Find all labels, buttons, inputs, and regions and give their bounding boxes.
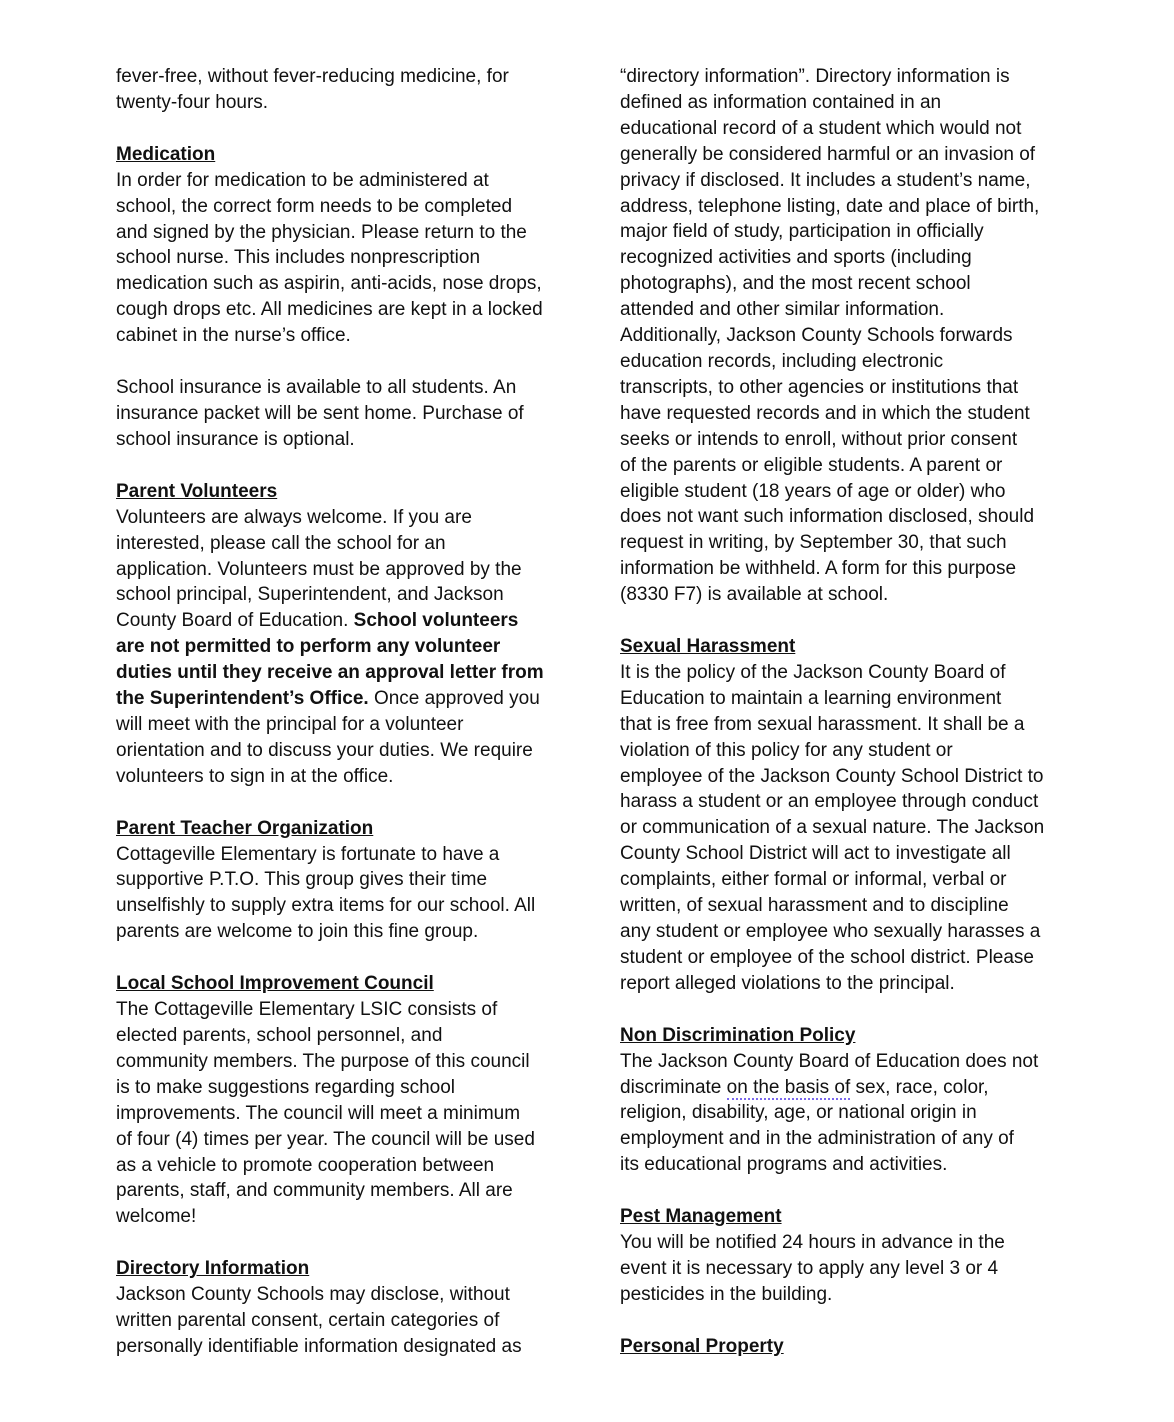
text-line: eligible student (18 years of age or older) who <box>620 480 1006 502</box>
text-line: School insurance is available to all students. An <box>116 377 517 399</box>
bold-text: the Superintendent’s Office. <box>116 688 369 710</box>
text-line: cabinet in the nurse’s office. <box>116 325 351 347</box>
text-line: transcripts, to other agencies or institutions that <box>620 376 1019 398</box>
text-line: Education to maintain a learning environment <box>620 687 1002 709</box>
text-line: pesticides in the building. <box>620 1283 833 1305</box>
text-line: insurance packet will be sent home. Purchase of <box>116 402 524 424</box>
text-line: school insurance is optional. <box>116 428 355 450</box>
text-line: Additionally, Jackson County Schools forwards <box>620 325 1013 347</box>
text-line: application. Volunteers must be approved by the <box>116 558 522 580</box>
personal-property-section <box>620 1334 1060 1360</box>
text-line: The Jackson County Board of Education does not <box>620 1050 1039 1072</box>
lsic-section <box>116 971 556 1230</box>
text-line: parents are welcome to join this fine group. <box>116 921 479 943</box>
text-line: that is free from sexual harassment. It shall be a <box>620 713 1025 735</box>
text-line: community members. The purpose of this council <box>116 1050 530 1072</box>
text-line: privacy if disclosed. It includes a student’s name, <box>620 169 1031 191</box>
parent-volunteers-section <box>116 479 556 790</box>
text-line: harass a student or an employee through conduct <box>620 791 1039 813</box>
bold-text-line: are not permitted to perform any volunteer <box>116 636 501 658</box>
text-line: request in writing, by September 30, that such <box>620 532 1007 554</box>
directory-section <box>116 1256 556 1360</box>
text-line: volunteers to sign in at the office. <box>116 765 394 787</box>
bold-text-line: duties until they receive an approval letter from <box>116 662 544 684</box>
text-line: will meet with the principal for a volunteer <box>116 713 464 735</box>
parent-volunteers-heading: Parent Volunteers <box>116 480 278 502</box>
text-line: have requested records and in which the student <box>620 402 1030 424</box>
text-line: photographs), and the most recent school <box>620 273 971 295</box>
text-line: (8330 F7) is available at school. <box>620 584 889 606</box>
text-line: employment and in the administration of any of <box>620 1128 1014 1150</box>
text-line <box>116 608 556 634</box>
non-discrimination-heading: Non Discrimination Policy <box>620 1024 856 1046</box>
text-line: The Cottageville Elementary LSIC consists of <box>116 999 498 1021</box>
text-line: unselfishly to supply extra items for our school. All <box>116 895 536 917</box>
text-line: You will be notified 24 hours in advance in the <box>620 1232 1005 1254</box>
text-line: any student or employee who sexually harasses a <box>620 921 1041 942</box>
text-line: medication such as aspirin, anti-acids, nose drops, <box>116 273 542 295</box>
plain-text: County Board of Education. <box>116 610 354 632</box>
text-line: does not want such information disclosed, should <box>620 506 1035 528</box>
text-line: twenty-four hours. <box>116 91 269 113</box>
text-line: school, the correct form needs to be completed <box>116 195 513 217</box>
text-line: and signed by the physician. Please return to the <box>116 221 527 243</box>
text-line: orientation and to discuss your duties. We require <box>116 739 533 761</box>
text-line: fever-free, without fever-reducing medicine, for <box>116 66 509 87</box>
text-line: “directory information”. Directory information is <box>620 66 1010 87</box>
lsic-heading: Local School Improvement Council <box>116 973 434 995</box>
text-line: personally identifiable information designated as <box>116 1335 522 1357</box>
text-line: educational record of a student which would not <box>620 117 1022 139</box>
medication-heading: Medication <box>116 143 216 165</box>
pest-management-heading: Pest Management <box>620 1206 782 1228</box>
text-line: Jackson County Schools may disclose, without <box>116 1284 510 1306</box>
text-line: written parental consent, certain categories of <box>116 1310 500 1332</box>
pto-section <box>116 816 556 946</box>
left-column <box>116 64 556 1386</box>
text-line: religion, disability, age, or national origin in <box>620 1102 977 1124</box>
plain-text: discriminate <box>620 1076 727 1098</box>
text-line: of the parents or eligible students. A parent or <box>620 454 1003 476</box>
text-line: It is the policy of the Jackson County Board of <box>620 661 1006 683</box>
intro-continuation <box>116 64 556 116</box>
text-line: as a vehicle to promote cooperation between <box>116 1154 495 1176</box>
right-column <box>620 64 1060 1386</box>
pto-heading: Parent Teacher Organization <box>116 817 374 839</box>
text-line: written, of sexual harassment and to discipline <box>620 895 1009 917</box>
text-line: event it is necessary to apply any level 3 or 4 <box>620 1257 999 1279</box>
text-line: student or employee of the school district. Please <box>620 946 1035 968</box>
text-line: employee of the Jackson County School District to <box>620 765 1044 787</box>
personal-property-heading: Personal Property <box>620 1335 784 1357</box>
text-line: is to make suggestions regarding school <box>116 1076 456 1098</box>
paragraph-gap <box>116 349 556 375</box>
text-line: or communication of a sexual nature. The Jackson <box>620 817 1045 839</box>
text-line: report alleged violations to the principal. <box>620 972 955 994</box>
text-line: school principal, Superintendent, and Jackson <box>116 584 504 606</box>
bold-text: School volunteers <box>353 610 519 632</box>
text-line: welcome! <box>116 1206 197 1228</box>
text-line: supportive P.T.O. This group gives their time <box>116 869 488 891</box>
text-line: violation of this policy for any student or <box>620 739 953 761</box>
text-line: cough drops etc. All medicines are kept in a locked <box>116 299 543 321</box>
text-line: elected parents, school personnel, and <box>116 1025 443 1046</box>
plain-text: sex, race, color, <box>850 1076 989 1098</box>
text-line: address, telephone listing, date and place of birth, <box>620 195 1040 217</box>
non-discrimination-section <box>620 1023 1060 1178</box>
sexual-harassment-heading: Sexual Harassment <box>620 636 796 658</box>
text-line: Cottageville Elementary is fortunate to have a <box>116 843 500 865</box>
text-line: improvements. The council will meet a minimum <box>116 1102 521 1124</box>
text-line: seeks or intends to enroll, without prior consent <box>620 428 1018 450</box>
text-line: of four (4) times per year. The council will be used <box>116 1128 535 1150</box>
sexual-harassment-section <box>620 634 1060 997</box>
text-line <box>620 1075 1060 1101</box>
directory-heading: Directory Information <box>116 1258 310 1280</box>
text-line: generally be considered harmful or an invasion of <box>620 143 1036 165</box>
text-line: information be withheld. A form for this purpose <box>620 558 1017 580</box>
text-line: attended and other similar information. <box>620 299 945 321</box>
text-line: parents, staff, and community members. All are <box>116 1180 513 1202</box>
text-line: major field of study, participation in officially <box>620 221 984 243</box>
pest-management-section <box>620 1204 1060 1308</box>
text-line: school nurse. This includes nonprescription <box>116 247 481 269</box>
text-line <box>116 686 556 712</box>
plain-text: Once approved you <box>368 688 540 710</box>
medication-section <box>116 142 556 453</box>
text-line: Volunteers are always welcome. If you are <box>116 506 472 528</box>
text-line: County School District will act to investigate all <box>620 843 1011 865</box>
text-line: defined as information contained in an <box>620 91 942 113</box>
text-line: interested, please call the school for an <box>116 532 446 554</box>
text-line: In order for medication to be administered at <box>116 169 489 191</box>
text-line: complaints, either formal or informal, verbal or <box>620 869 1007 891</box>
text-line: education records, including electronic <box>620 350 944 372</box>
text-line: recognized activities and sports (including <box>620 247 972 269</box>
grammar-marked-text: on the basis of <box>726 1076 851 1098</box>
directory-continuation <box>620 64 1060 608</box>
text-line: its educational programs and activities. <box>620 1154 948 1176</box>
